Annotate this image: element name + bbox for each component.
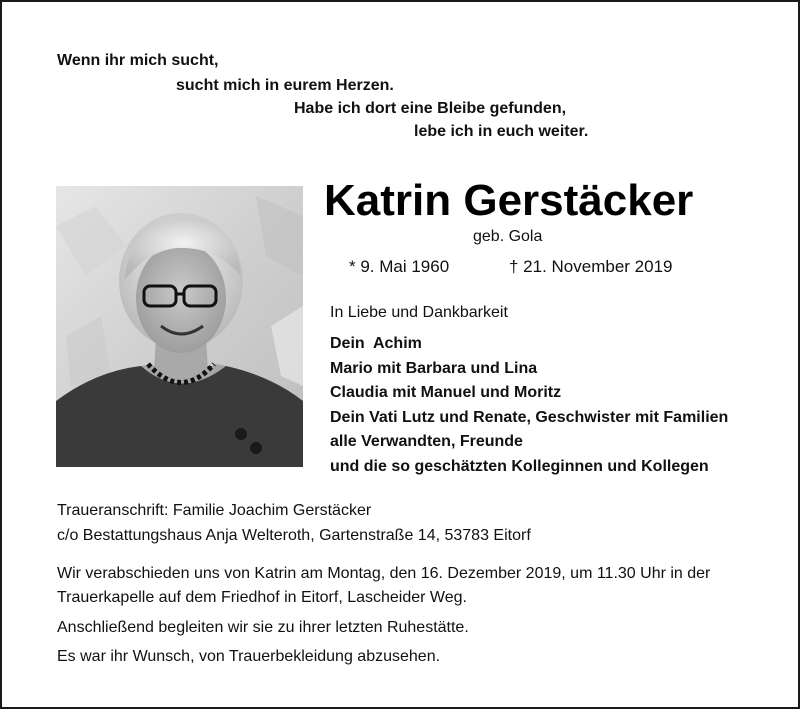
maiden-name: geb. Gola (473, 228, 543, 245)
mourner-line: alle Verwandten, Freunde (330, 433, 523, 450)
deceased-name: Katrin Gerstäcker (324, 176, 694, 225)
mourners-intro: In Liebe und Dankbarkeit (330, 304, 508, 321)
address-line-1: Traueranschrift: Familie Joachim Gerstäcker (57, 502, 372, 519)
service-details: Wir verabschieden uns von Katrin am Montag, den 16. Dezember 2019, um 11.30 Uhr in der Trauerkapelle auf dem Friedhof in Eitorf, Lascheider Weg. (57, 565, 711, 606)
poem-line-4: lebe ich in euch weiter. (414, 123, 589, 140)
poem-line-3: Habe ich dort eine Bleibe gefunden, (294, 100, 567, 117)
address-line-2: c/o Bestattungshaus Anja Welteroth, Gartenstraße 14, 53783 Eitorf (57, 527, 531, 544)
mourner-line: Claudia mit Manuel und Moritz (330, 384, 562, 401)
poem-line-2: sucht mich in eurem Herzen. (176, 77, 394, 94)
dress-code-note: Es war ihr Wunsch, von Trauerbekleidung abzusehen. (57, 648, 441, 665)
burial-note: Anschließend begleiten wir sie zu ihrer letzten Ruhestätte. (57, 619, 469, 636)
mourners-list (330, 332, 728, 479)
mourner-line: Dein Achim (330, 335, 422, 352)
death-date: † 21. November 2019 (509, 257, 673, 276)
poem-line-1: Wenn ihr mich sucht, (57, 52, 219, 69)
mourner-line: und die so geschätzten Kolleginnen und Kollegen (330, 457, 709, 475)
portrait-photo (56, 186, 303, 467)
mourner-line: Mario mit Barbara und Lina (330, 359, 538, 377)
birth-date: * 9. Mai 1960 (349, 257, 450, 276)
mourner-line: Dein Vati Lutz und Renate, Geschwister mit Familien (330, 408, 729, 426)
